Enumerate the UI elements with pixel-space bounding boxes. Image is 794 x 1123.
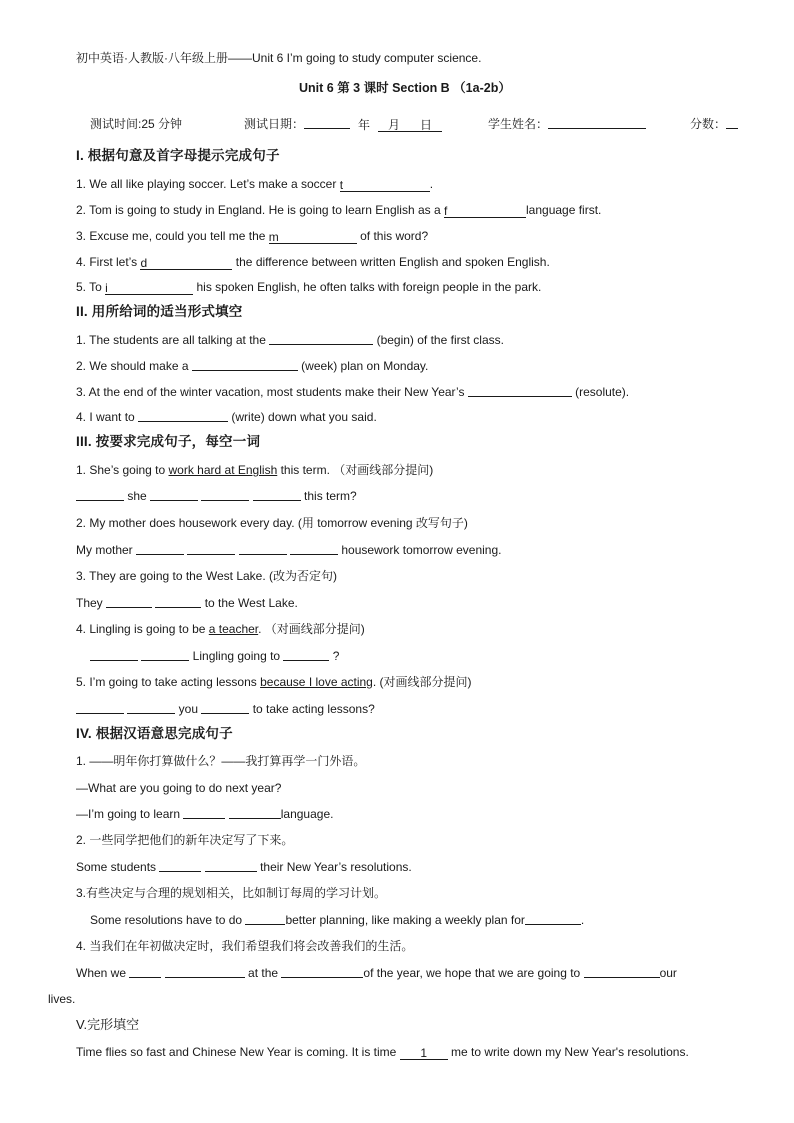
name-label: 学生姓名： [488, 117, 549, 131]
q-text: me to write down my New Year's resolutions. [451, 1045, 689, 1059]
underlined-part: because I love acting [260, 675, 373, 689]
q-text: 4. I want to [76, 410, 139, 424]
q-text: their New Year’s resolutions. [256, 860, 412, 874]
q-text: this term? [300, 489, 357, 503]
answer-blank[interactable] [269, 332, 373, 345]
s2-question-2 [76, 358, 428, 374]
q-text: housework tomorrow evening. [338, 543, 502, 557]
month-unit: 月 [378, 119, 410, 132]
answer-blank[interactable]: d [140, 257, 232, 270]
q-text: she [124, 489, 151, 503]
answer-blank[interactable] [229, 806, 281, 819]
answer-blank[interactable] [136, 542, 184, 555]
answer-blank-1[interactable]: 1 [400, 1047, 448, 1060]
s3-question-2: 2. My mother does housework every day. (用 tomorrow evening 改写句子) [76, 516, 468, 530]
course-header: 初中英语·人教版·八年级上册——Unit 6 I’m going to study computer science. [76, 51, 482, 65]
year-blank[interactable] [304, 116, 350, 129]
name-blank[interactable] [548, 116, 646, 129]
answer-blank[interactable] [253, 488, 301, 501]
answer-blank[interactable] [90, 648, 138, 661]
s3-answer-2 [76, 542, 501, 558]
answer-blank[interactable] [239, 542, 287, 555]
q-text: 3. Excuse me, could you tell me the [76, 229, 269, 243]
answer-blank[interactable] [584, 965, 660, 978]
s3-question-3: 3. They are going to the West Lake. (改为否定句) [76, 569, 338, 583]
s1-question-3 [76, 228, 428, 244]
s5-passage-line-1 [76, 1044, 689, 1060]
q-text: 3. At the end of the winter vacation, most students make their New Year’s [76, 385, 468, 399]
q-text: (write) down what you said. [228, 410, 377, 424]
section-1-heading: I. 根据句意及首字母提示完成句子 [76, 148, 280, 163]
q-text: 5. To [76, 280, 106, 294]
answer-blank[interactable] [183, 806, 225, 819]
s1-question-1 [76, 176, 433, 192]
date-label: 测试日期： [244, 117, 305, 131]
q-text: 1. The students are all talking at the [76, 333, 270, 347]
section-3-heading: III. 按要求完成句子，每空一词 [76, 434, 261, 449]
section-4-heading: IV. 根据汉语意思完成句子 [76, 726, 233, 741]
q-text: his spoken English, he often talks with foreign people in the park. [193, 280, 542, 294]
q-text: better planning, like making a weekly plan for [285, 913, 525, 927]
answer-blank[interactable] [129, 965, 161, 978]
answer-blank[interactable] [150, 488, 198, 501]
section-5-heading: V.完形填空 [76, 1017, 140, 1032]
q-text: the difference between written English and spoken English. [232, 255, 550, 269]
answer-blank[interactable] [159, 859, 201, 872]
answer-blank[interactable] [192, 358, 298, 371]
q-text: 2. We should make a [76, 359, 192, 373]
answer-blank[interactable] [201, 488, 249, 501]
answer-blank[interactable] [187, 542, 235, 555]
s4-question-1: 1. ——明年你打算做什么？——我打算再学一门外语。 [76, 754, 366, 768]
q-text: My mother [76, 543, 137, 557]
s3-question-5 [76, 674, 472, 690]
answer-blank[interactable] [205, 859, 257, 872]
q-text: Some students [76, 860, 160, 874]
s4-answer-4 [76, 965, 677, 981]
q-text: They [76, 596, 107, 610]
answer-blank[interactable]: m [269, 231, 357, 244]
q-text: (resolute). [571, 385, 630, 399]
test-time: 测试时间:25 分钟 [90, 117, 183, 131]
answer-blank[interactable]: t [340, 179, 430, 192]
q-text: language. [280, 807, 334, 821]
answer-blank[interactable] [245, 912, 285, 925]
q-text: to take acting lessons? [249, 702, 375, 716]
q-text: . （对画线部分提问) [258, 622, 365, 636]
q-text: . [580, 913, 585, 927]
answer-blank[interactable] [525, 912, 581, 925]
q-text: 5. I’m going to take acting lessons [76, 675, 261, 689]
answer-blank[interactable] [155, 595, 201, 608]
s3-question-1 [76, 462, 433, 478]
answer-blank[interactable] [76, 701, 124, 714]
q-text: When we [76, 966, 130, 980]
q-text: 4. Lingling is going to be [76, 622, 209, 636]
s2-question-4 [76, 409, 377, 425]
s3-answer-5 [76, 701, 375, 717]
q-text: —I’m going to learn [76, 807, 184, 821]
s4-question-3: 3.有些决定与合理的规划相关，比如制订每周的学习计划。 [76, 886, 387, 900]
answer-blank[interactable] [106, 595, 152, 608]
q-text: of the year, we hope that we are going to [363, 966, 584, 980]
answer-blank[interactable] [468, 384, 572, 397]
day-unit: 日 [410, 119, 442, 132]
s2-question-3 [76, 384, 629, 400]
q-text: this term. （对画线部分提问) [277, 463, 434, 477]
q-text: . (对画线部分提问) [372, 675, 472, 689]
underlined-part: work hard at English [168, 463, 278, 477]
s2-question-1 [76, 332, 504, 348]
q-text: Lingling going to [189, 649, 284, 663]
q-text: you [175, 702, 202, 716]
answer-blank[interactable]: f [444, 205, 526, 218]
lesson-title: Unit 6 第 3 课时 Section B （1a-2b） [299, 81, 511, 95]
q-text: Time flies so fast and Chinese New Year is coming. It is time [76, 1045, 400, 1059]
q-text: (week) plan on Monday. [297, 359, 429, 373]
q-text: 4. First let’s [76, 255, 141, 269]
q-text: language first. [526, 203, 602, 217]
answer-blank[interactable] [201, 701, 249, 714]
answer-blank[interactable] [283, 648, 329, 661]
answer-blank[interactable]: i [105, 282, 193, 295]
q-text: of this word? [356, 229, 429, 243]
score-blank[interactable] [726, 116, 738, 129]
answer-blank[interactable] [165, 965, 245, 978]
student-name [488, 116, 646, 132]
answer-blank[interactable] [141, 648, 189, 661]
q-text: Some resolutions have to do [90, 913, 246, 927]
q-text: our [659, 966, 677, 980]
q-text: (begin) of the first class. [373, 333, 504, 347]
s4-question-4: 4. 当我们在年初做决定时，我们希望我们将会改善我们的生活。 [76, 939, 414, 953]
s4-answer-4-cont: lives. [48, 992, 76, 1006]
s3-answer-1 [76, 488, 357, 504]
test-date [244, 116, 442, 132]
underlined-part: a teacher [208, 622, 259, 636]
answer-blank[interactable] [281, 965, 363, 978]
s3-answer-4 [90, 648, 339, 664]
s3-question-4 [76, 621, 365, 637]
s4-question-2: 2. 一些同学把他们的新年决定写了下来。 [76, 833, 294, 847]
s1-question-2 [76, 202, 601, 218]
answer-blank[interactable] [127, 701, 175, 714]
section-2-heading: II. 用所给词的适当形式填空 [76, 304, 243, 319]
score [690, 116, 738, 132]
q-text: ? [329, 649, 340, 663]
score-label: 分数： [690, 117, 727, 131]
s1-question-5 [76, 279, 541, 295]
s1-question-4 [76, 254, 550, 270]
q-text: 1. We all like playing soccer. Let’s make a soccer [76, 177, 340, 191]
s4-answer-3 [90, 912, 584, 928]
answer-blank[interactable] [138, 409, 228, 422]
s4-q1-dialog-1: —What are you going to do next year? [76, 781, 282, 795]
q-text: 1. She’s going to [76, 463, 169, 477]
s3-answer-3 [76, 595, 298, 611]
s4-q1-dialog-2 [76, 806, 333, 822]
answer-blank[interactable] [76, 488, 124, 501]
year-unit: 年 [358, 118, 371, 132]
s4-answer-2 [76, 859, 412, 875]
q-text: 2. Tom is going to study in England. He is going to learn English as a [76, 203, 444, 217]
answer-blank[interactable] [290, 542, 338, 555]
q-text: . [429, 177, 434, 191]
q-text: to the West Lake. [201, 596, 298, 610]
q-text: at the [244, 966, 282, 980]
